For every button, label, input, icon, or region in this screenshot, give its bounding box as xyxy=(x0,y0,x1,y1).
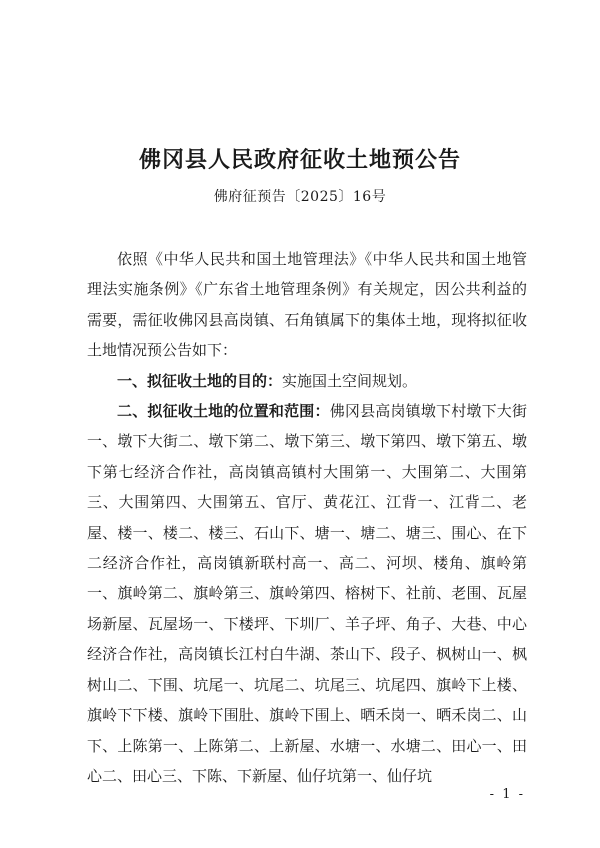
section-2-paragraph xyxy=(87,396,527,791)
section-1-paragraph xyxy=(87,366,527,396)
section-2-heading: 二、拟征收土地的位置和范围： xyxy=(117,402,330,421)
section-2-text: 佛冈县高岗镇墩下村墩下大街一、墩下大街二、墩下第二、墩下第三、墩下第四、墩下第五、墩下第七经济合作社，高岗镇高镇村大围第一、大围第二、大围第三、大围第四、大围第五、官厅、黄花江、江背一、江背二、老屋、楼一、楼二、楼三、石山下、塘一、塘二、塘三、围心、在下二经济合作社，高岗镇新联村高一、高二、河坝、楼角、旗岭第一、旗岭第二、旗岭第三、旗岭第四、榕树下、社前、老围、瓦屋场新屋、瓦屋场一、下楼坪、下圳厂、羊子坪、角子、大巷、中心经济合作社，高岗镇长江村白牛湖、茶山下、段子、枫树山一、枫树山二、下围、坑尾一、坑尾二、坑尾三、坑尾四、旗岭下上楼、旗岭下下楼、旗岭下围肚、旗岭下围上、晒禾岗一、晒禾岗二、山下、上陈第一、上陈第二、上新屋、水塘一、水塘二、田心一、田心二、田心三、下陈、下新屋、仙仔坑第一、仙仔坑 xyxy=(87,402,527,785)
section-1-heading: 一、拟征收土地的目的： xyxy=(117,371,283,390)
document-title: 佛冈县人民政府征收土地预公告 xyxy=(138,147,461,173)
document-body xyxy=(87,244,527,791)
document-number: 佛府征预告〔2025〕16号 xyxy=(213,189,387,205)
section-1-text: 实施国土空间规划。 xyxy=(282,371,418,390)
intro-paragraph: 依照《中华人民共和国土地管理法》《中华人民共和国土地管理法实施条例》《广东省土地管理条例》有关规定，因公共利益的需要，需征收佛冈县高岗镇、石角镇属下的集体土地，现将拟征收土地情况预公告如下： xyxy=(87,250,527,360)
page-number: - 1 - xyxy=(489,787,525,802)
